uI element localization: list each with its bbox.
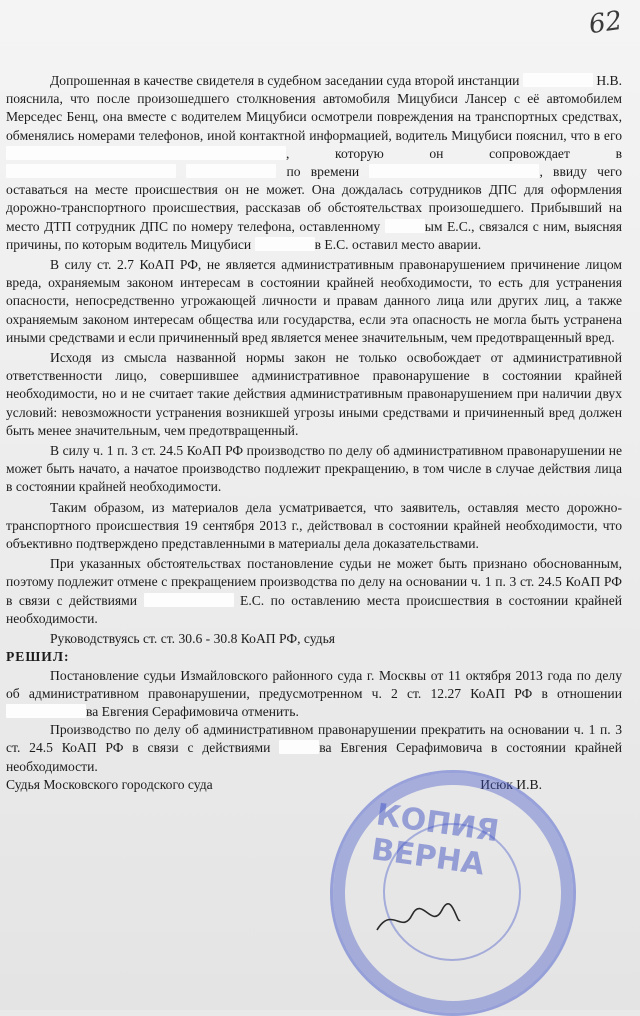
text-span: Допрошенная в качестве свидетеля в судебном заседании суда второй инстанции bbox=[50, 73, 520, 88]
court-stamp bbox=[330, 770, 576, 1016]
redaction bbox=[369, 164, 539, 178]
paragraph-conclusion: Таким образом, из материалов дела усматривается, что заявитель, оставляя место дорожно-транспортного происшествия 19 сентября 2013 г., действовал в состоянии крайней необходимости, что объективно подтверждено представленными в материалы дела доказательствами. bbox=[6, 499, 622, 552]
text-span: в Е.С. оставил место аварии. bbox=[314, 236, 482, 252]
signature-line bbox=[6, 776, 622, 794]
redaction bbox=[6, 146, 286, 160]
redaction bbox=[144, 593, 234, 607]
redaction bbox=[255, 237, 315, 251]
handwritten-signature bbox=[372, 900, 462, 940]
text-span: , которую он сопровождает в bbox=[286, 145, 622, 161]
text-span: Н.В. пояснила, что после произошедшего столкновения автомобиля Мицубиси Лансер с её автомобилем Мерседес Бенц, она вместе с водителем Мицубиси осмотрели повреждения на транспортных средствах, обменялись номерами телефонов, иной контактной информацией, водитель Мицубиси пояснил, что в его bbox=[6, 73, 623, 143]
paragraph-resolution-2 bbox=[6, 721, 622, 776]
paragraph-article-24-5: В силу ч. 1 п. 3 ст. 24.5 КоАП РФ производство по делу об административном правонарушении не может быть начато, а начатое производство подлежит прекращению, в том числе в случае действия лица в состоянии крайней необходимости. bbox=[6, 443, 622, 495]
handwritten-page-number: 62 bbox=[586, 5, 624, 41]
document-body bbox=[6, 72, 622, 794]
text-span: Е.С. по оставлению места происшествия в состоянии крайней необходимости. bbox=[6, 592, 623, 626]
text-span: , ввиду чего оставаться на месте происшествия он не может. Она дождалась сотрудников ДПС для оформления дорожно-транспортного происшествия, рассказав об обстоятельствах произошедшего. Прибывший на место ДТП сотрудник ДПС по номеру телефона, оставленному bbox=[6, 164, 623, 234]
text-span: по времени bbox=[286, 164, 360, 180]
text-span: При указанных обстоятельствах постановление судьи не может быть признано обоснованным, поэтому подлежит отмене с прекращением производства по делу на основании ч. 1 п. 3 ст. 24.5 КоАП РФ в связи с действиями bbox=[6, 556, 622, 608]
judge-name: Исюк И.В. bbox=[480, 776, 542, 792]
text-span: ва Евгения Серафимовича в состоянии крайней необходимости. bbox=[6, 740, 622, 774]
redaction bbox=[6, 704, 86, 718]
decision-title: РЕШИЛ: bbox=[6, 649, 70, 665]
text-span: ым Е.С., связался с ним, выясняя причины, по которым водитель Мицубиси bbox=[6, 218, 622, 252]
redaction bbox=[186, 164, 276, 178]
redaction bbox=[385, 219, 425, 233]
paragraph-resolution-1 bbox=[6, 667, 622, 722]
paragraph-guided-by: Руководствуясь ст. ст. 30.6 - 30.8 КоАП РФ, судья bbox=[50, 631, 336, 647]
paragraph-witness bbox=[6, 72, 622, 254]
redaction bbox=[279, 740, 319, 754]
paragraph-article-2-7: В силу ст. 2.7 КоАП РФ, не является административным правонарушением причинение лицом вреда, охраняемым законом интересам в состоянии крайней необходимости, то есть для устранения опасности, непосредственно угрожающей личности и правам данного лица или других лиц, а также охраняемым законом интересам общества или государства, если эта опасность не могла быть устранена иными средствами и если причиненный вред является менее значительным, чем предотвращенный вред. bbox=[6, 257, 622, 345]
text-span: Постановление судьи Измайловского районного суда г. Москвы от 11 октября 2013 года по делу об административном правонарушении, предусмотренном ч. 2 ст. 12.27 КоАП РФ в отношении bbox=[6, 667, 622, 701]
stamp-copy-text: КОПИЯ ВЕРНА bbox=[369, 797, 501, 883]
redaction bbox=[6, 164, 176, 178]
text-span: ва Евгения Серафимовича отменить. bbox=[86, 703, 299, 719]
text-span: Производство по делу об административном правонарушении прекратить на основании ч. 1 п. 3 ст. 24.5 КоАП РФ в связи с действиями bbox=[6, 722, 622, 756]
paragraph-circumstances bbox=[6, 555, 622, 628]
redaction bbox=[523, 73, 593, 87]
judge-title: Судья Московского городского суда bbox=[6, 776, 213, 792]
paragraph-norm-meaning: Исходя из смысла названной нормы закон не только освобождает от административной ответственности лицо, совершившее административное правонарушение в состоянии крайней необходимости, но и не считает такие действия административным правонарушением при наличии двух условий: невозможности устранения возникшей угрозы иными средствами и причиненный вред должен быть менее значительным, чем предотвращенный. bbox=[6, 350, 622, 438]
